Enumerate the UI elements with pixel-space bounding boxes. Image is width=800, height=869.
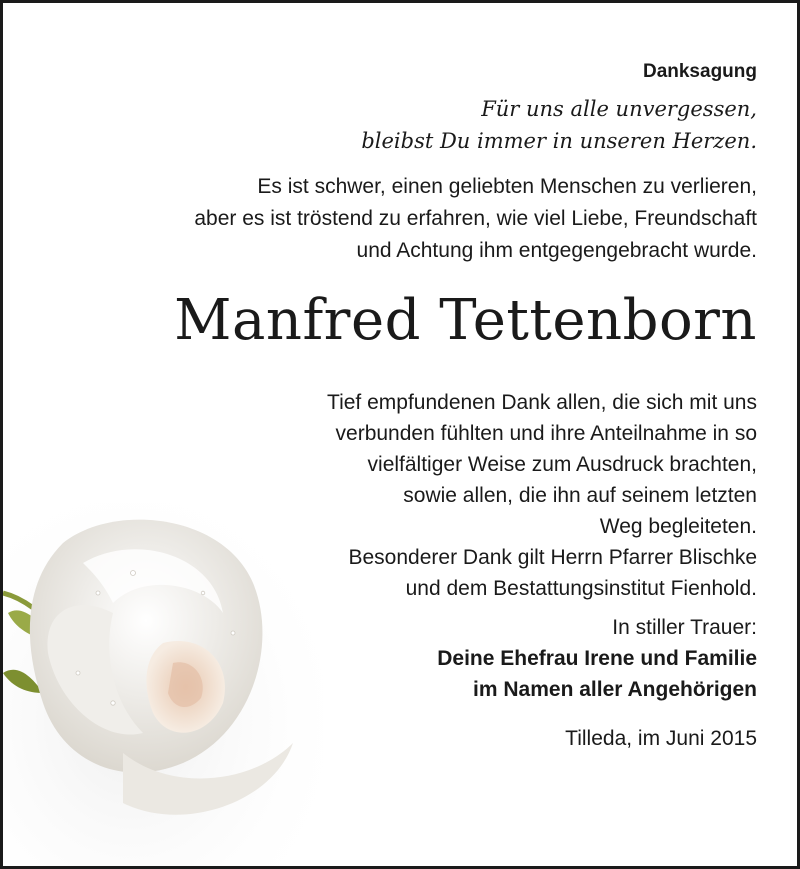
- intro-line: Es ist schwer, einen geliebten Menschen zu verlieren,: [257, 175, 757, 198]
- thanks-line: vielfältiger Weise zum Ausdruck brachten,: [367, 453, 757, 476]
- intro-line: aber es ist tröstend zu erfahren, wie viel Liebe, Freundschaft: [194, 207, 757, 230]
- mourners-block: [37, 612, 757, 705]
- thanks-line: und dem Bestattungsinstitut Fienhold.: [405, 577, 757, 600]
- deceased-name: Manfred Tettenborn: [174, 288, 757, 353]
- motto-line: Für uns alle unvergessen,: [481, 97, 757, 121]
- thanks-line: Besonderer Dank gilt Herrn Pfarrer Blischke: [348, 546, 757, 569]
- obituary-text: [37, 59, 757, 754]
- intro-paragraph: [37, 171, 757, 267]
- thanks-paragraph: [37, 387, 757, 604]
- intro-line: und Achtung ihm entgegengebracht wurde.: [356, 239, 757, 262]
- thanks-line: Weg begleiteten.: [599, 515, 757, 538]
- mourning-label: In stiller Trauer:: [612, 616, 757, 639]
- thanks-line: verbunden fühlten und ihre Anteilnahme in so: [335, 422, 757, 445]
- motto-line: bleibst Du immer in unseren Herzen.: [361, 129, 757, 153]
- thanks-line: Tief empfundenen Dank allen, die sich mit uns: [327, 391, 757, 414]
- thanks-line: sowie allen, die ihn auf seinem letzten: [403, 484, 757, 507]
- mourner-line: Deine Ehefrau Irene und Familie: [437, 647, 757, 670]
- heading: Danksagung: [642, 61, 757, 82]
- mourner-line: im Namen aller Angehörigen: [473, 678, 757, 701]
- place-date: Tilleda, im Juni 2015: [565, 727, 757, 750]
- motto: [37, 93, 757, 157]
